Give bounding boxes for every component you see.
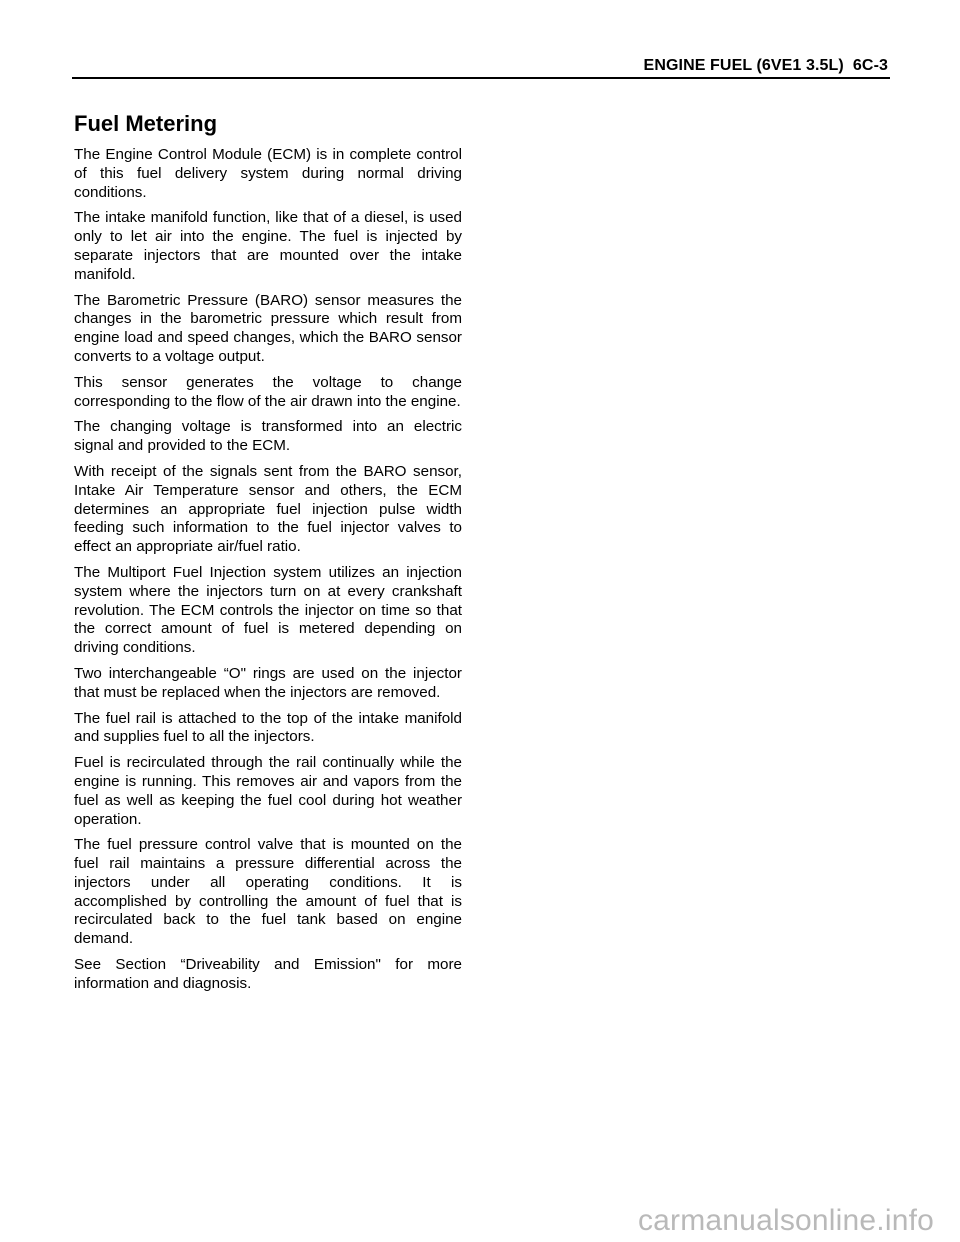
paragraph-o-rings: Two interchangeable “O" rings are used on the injector that must be replaced when the injectors are removed. [74, 664, 462, 701]
page-header [72, 57, 890, 79]
paragraph-electric-signal: The changing voltage is transformed into an electric signal and provided to the ECM. [74, 418, 462, 455]
paragraph-sensor-voltage: This sensor generates the voltage to change corresponding to the flow of the air drawn into the engine. [74, 373, 462, 410]
header-title: ENGINE FUEL (6VE1 3.5L) 6C-3 [643, 57, 888, 74]
watermark: carmanualsonline.info [637, 1204, 934, 1237]
paragraph-baro-sensor: The Barometric Pressure (BARO) sensor measures the changes in the barometric pressure which result from engine load and speed changes, which the BARO sensor converts to a voltage output. [74, 291, 462, 365]
paragraph-recirculation: Fuel is recirculated through the rail continually while the engine is running. This removes air and vapors from the fuel as well as keeping the fuel cool during hot weather operation. [74, 754, 462, 828]
paragraph-intake-manifold: The intake manifold function, like that of a diesel, is used only to let air into the engine. The fuel is injected by separate injectors that are mounted over the intake manifold. [74, 209, 462, 283]
paragraph-ecm-control: The Engine Control Module (ECM) is in complete control of this fuel delivery system during normal driving conditions. [74, 146, 462, 201]
paragraph-fuel-rail: The fuel rail is attached to the top of the intake manifold and supplies fuel to all the injectors. [74, 709, 462, 746]
paragraph-see-section: See Section “Driveability and Emission" for more information and diagnosis. [74, 956, 462, 992]
paragraph-multiport-injection: The Multiport Fuel Injection system utilizes an injection system where the injectors turn on at every crankshaft revolution. The ECM controls the injector on time so that the correct amount of fuel is metered depending on driving conditions. [74, 563, 462, 657]
section-title: Fuel Metering [74, 111, 218, 136]
content-column [74, 110, 462, 1001]
paragraph-pulse-width: With receipt of the signals sent from the BARO sensor, Intake Air Temperature sensor and others, the ECM determines an appropriate fuel injection pulse width feeding such information to the fuel injector valves to effect an appropriate air/fuel ratio. [74, 462, 462, 556]
paragraph-pressure-control-valve: The fuel pressure control valve that is mounted on the fuel rail maintains a pressure differential across the injectors under all operating conditions. It is accomplished by controlling the amount of fuel that is recirculated back to the fuel tank based on engine demand. [74, 836, 462, 948]
